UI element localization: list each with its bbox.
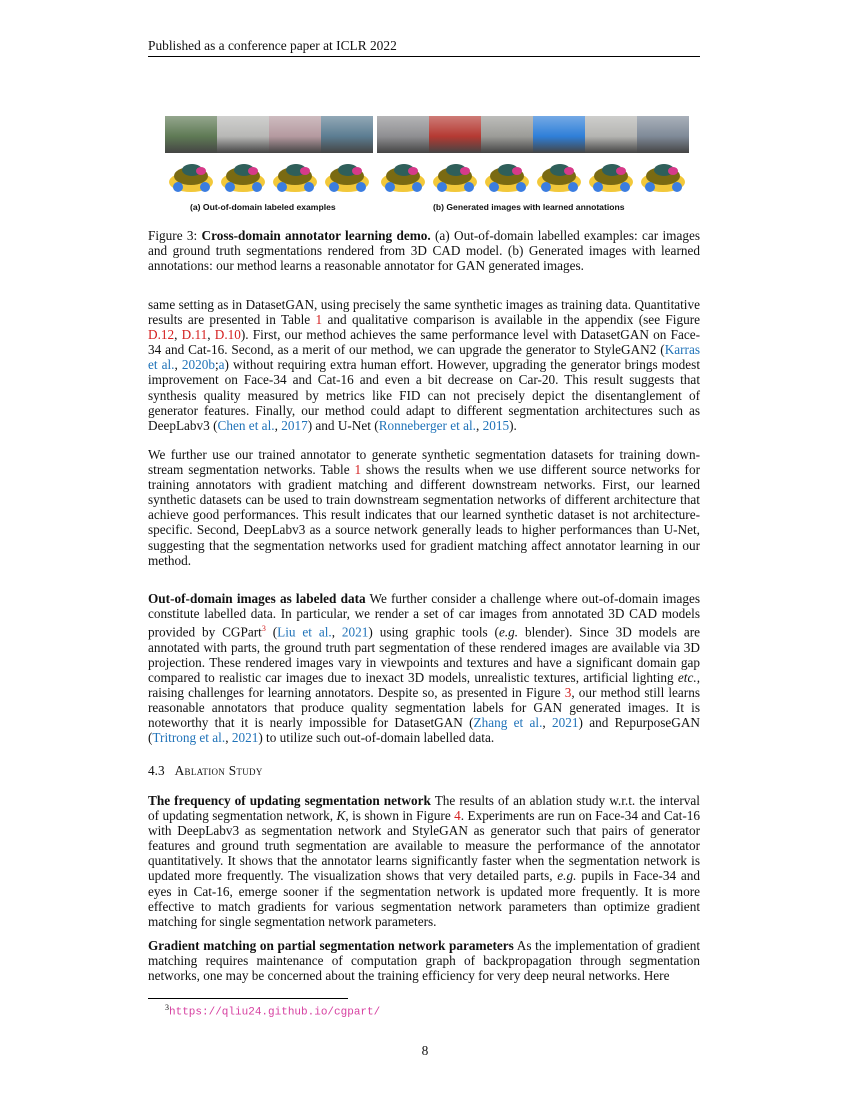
header-rule [148,56,700,57]
text-run: ( [265,624,278,640]
text-run: ) to utilize such out-of-domain labelled data. [258,730,495,746]
text-run: blender). Since 3D models are annotated with parts, the ground truth part segmentation of these rendered images are available via 3D projection. These rendered images vary in viewpoints and textures and have a significant domain gap compared to realistic car images due to inexact 3D models, unrealistic textures, artificial lighting [148,624,700,685]
italic-text: e.g. [498,624,519,640]
segmentation-mask [429,156,481,196]
segmentation-mask [321,156,373,196]
text-run: pupils in Face-34 and eyes in Cat-16, emerge sooner if the segmentation network is updated more frequently. It is more effective to match gradients for various segmentation network parameters than optimize gradient matching for single segmentation network parameters. [148,868,700,929]
text-run: , [331,624,342,640]
italic-text: etc. [677,669,697,685]
text-run: same setting as in DatasetGAN, using precisely the same synthetic images as training data. Quantitative results are presented in Table [148,297,700,328]
section-title: Ablation Study [174,763,263,778]
text-run: The results of an ablation study w.r.t. the interval of updating segmentation network, [148,793,700,824]
rendered-car-image [217,116,269,153]
citation-link[interactable]: Zhang et al. [473,715,543,731]
paragraph-downstream [148,447,700,568]
generated-car-image [585,116,637,153]
text-run: , raising challenges for learning annotators. Despite so, as presented in Figure [148,669,700,700]
text-run: ) and RepurposeGAN ( [148,715,700,746]
subfigure-label-b: (b) Generated images with learned annotations [433,202,625,212]
generated-images [377,116,689,153]
citation-link[interactable]: 2021 [552,715,579,731]
text-run: We further consider a challenge where out-of-domain images constitute labelled data. In particular, we render a set of car images from annotated 3D CAD models provided by CGPart [148,591,700,640]
cross-reference-link[interactable]: 1 [315,312,323,328]
text-run: ) without requiring extra human effort. However, upgrading the generator brings modest improvement on Face-34 and Cat-16 and even a bit decrease on Car-20. This result suggests that synthesis quality measured by metrics like FID can not precisely depict the disentanglement of generator features. Finally, our method could adapt to different segmentation architectures such as DeepLabv3 ( [148,357,700,433]
citation-link[interactable]: Liu et al. [277,624,332,640]
text-run: , [225,730,232,746]
bold-text: Gradient matching on partial segmentation network parameters [148,938,514,953]
paragraph-out-of-domain [148,591,700,745]
cross-reference-link[interactable]: 1 [354,462,362,478]
out-of-domain-segmentations [165,156,373,196]
text-run: , is shown in Figure [345,808,455,824]
text-run: , [174,357,182,373]
segmentation-mask [585,156,637,196]
cross-reference-link[interactable]: D.12 [148,327,175,343]
footnote [165,1003,380,1019]
text-run: ). [509,417,517,433]
rendered-car-image [321,116,373,153]
generated-car-image [481,116,533,153]
footnote-rule [148,998,348,999]
paragraph-partial-params [148,938,700,983]
cross-reference-link[interactable]: 4 [454,808,461,824]
text-run: We further use our trained annotator to generate synthetic segmentation datasets for training downstream segmentation networks. Table [148,447,700,478]
citation-link[interactable]: Chen et al. [217,417,275,433]
segmentation-mask [533,156,585,196]
generated-car-image [429,116,481,153]
segmentation-mask [269,156,321,196]
italic-text: e.g. [557,868,577,884]
text-run: ). First, our method achieves the same performance level with DatasetGAN on Face-34 and Cat-16. Second, as a merit of our method, we can upgrade the generator to StyleGAN2 ( [148,327,700,358]
citation-link[interactable]: Tritrong et al. [152,730,226,746]
text-run: , [475,417,483,433]
cross-reference-link[interactable]: 3 [564,684,572,700]
footnote-mark: 3 [165,1003,169,1012]
citation-link[interactable]: 2015 [482,417,510,433]
segmentation-mask [481,156,533,196]
text-run: , [274,417,282,433]
generated-car-image [637,116,689,153]
text-run: . Experiments are run on Face-34 and Cat-16 with DeepLabv3 as segmentation network and StyleGAN as generator such that pairs of generator features and ground truth segmentation are available to measure the performance of the annotator quantitatively. It shows that the annotator learns significantly faster when the segmentation network is updated more frequently. The visualization shows that very detailed parts, [148,808,700,884]
bold-text: The frequency of updating segmentation network [148,793,431,808]
generated-car-image [533,116,585,153]
citation-link[interactable]: 2017 [281,417,308,433]
text-run: ) and U-Net ( [307,417,379,433]
page-number: 8 [421,1043,429,1058]
rendered-car-image [269,116,321,153]
italic-text: K [336,808,346,824]
segmentation-mask [165,156,217,196]
subfigure-label-a: (a) Out-of-domain labeled examples [190,202,336,212]
bold-text: Cross-domain annotator learning demo. [201,228,431,243]
running-header: Published as a conference paper at ICLR 2022 [148,38,397,53]
bold-text: Out-of-domain images as labeled data [148,591,366,606]
text-run: ; [214,357,219,373]
paragraph-results [148,297,700,433]
citation-link[interactable]: 2020b [181,357,215,373]
citation-link[interactable]: Karras et al. [148,342,700,373]
text-run: ) using graphic tools ( [368,624,499,640]
citation-link[interactable]: Ronneberger et al. [378,417,476,433]
text-run: , our method still learns reasonable annotators that produce quality segmentation labels for GAN generated images. It is noteworthy that it is nearly impossible for DatasetGAN ( [148,684,700,731]
generated-car-image [377,116,429,153]
section-number: 4.3 [148,763,165,778]
segmentation-mask [637,156,689,196]
cross-reference-link[interactable]: D.10 [214,327,241,343]
citation-link[interactable]: a [218,357,225,373]
rendered-car-image [165,116,217,153]
text-run: , [542,715,552,731]
figure-3 [165,116,689,196]
citation-link[interactable]: 2021 [231,730,259,746]
text-run: shows the results when we use different source networks for training annotators with gradient matching and different downstream networks. First, our learned synthetic datasets can be used to train downstream segmentation networks of different architecture that achieve good performances. This result indicates that our learned synthetic dataset is not architecture-specific. Second, DeepLabv3 as a source network generally leads to higher performances than U-Net, suggesting that the segmentation networks used for gradient matching affect annotator learning in our method. [148,462,700,568]
text-run: As the implementation of gradient matching requires maintenance of computation graph of backpropagation through segmentation networks, one may be concerned about the training efficiency for very deep neural networks. Here [148,938,700,984]
segmentation-mask [377,156,429,196]
segmentation-mask [217,156,269,196]
footnote-reference[interactable]: 3 [261,624,266,634]
text-run: , [207,327,215,343]
paragraph-update-frequency [148,793,700,929]
text-run: (a) Out-of-domain labelled examples: car images and ground truth segmentations rendered from 3D CAD model. (b) Generated images with learned annotations: our method learns a reasonable annotator for GAN generated images. [148,228,701,274]
cross-reference-link[interactable]: D.11 [181,327,208,343]
citation-link[interactable]: 2021 [341,624,369,640]
text-run: Figure 3: [148,228,202,243]
out-of-domain-images [165,116,373,153]
section-heading [148,763,263,779]
text-run: and qualitative comparison is available in the appendix (see Figure [322,312,700,328]
figure-caption [148,228,700,273]
footnote-link[interactable]: https://qliu24.github.io/cgpart/ [169,1006,381,1019]
learned-annotations [377,156,689,196]
text-run: , [174,327,182,343]
